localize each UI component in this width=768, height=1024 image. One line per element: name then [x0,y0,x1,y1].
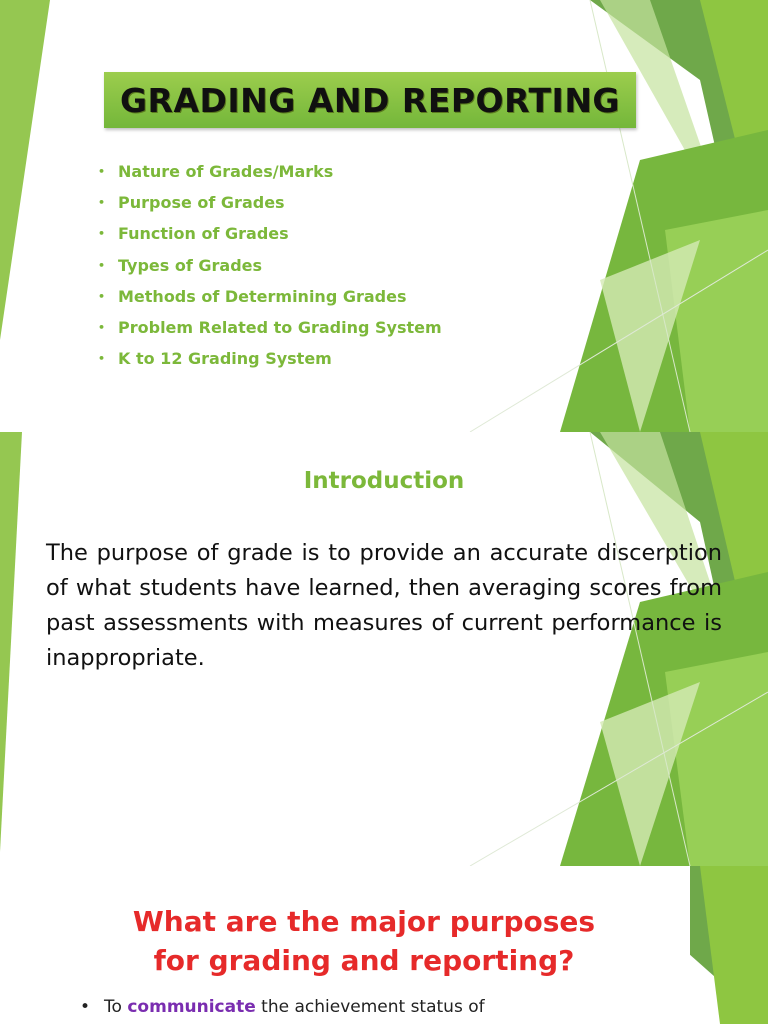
list-item: • Nature of Grades/Marks [98,162,334,182]
title-banner [104,72,636,128]
list-item: • Problem Related to Grading System [98,318,442,338]
slide-title: GRADING AND REPORTING [119,80,621,120]
slide-purposes [0,866,768,1024]
slide-introduction [0,432,768,866]
topic-list [98,156,442,374]
bullet-icon: • [98,289,106,303]
list-item: • Methods of Determining Grades [98,286,407,306]
highlight-word: communicate [127,997,256,1017]
slide-grading-topics [0,0,768,432]
bullet-icon: • [98,227,106,241]
question-panel [0,866,690,1024]
introduction-paragraph: The purpose of grade is to provide an accurate discerption of what students have learned, then averaging scores from past assessments with measures of current performance is inappropriate. [46,540,722,671]
bullet-icon: • [98,258,106,272]
list-item: • Types of Grades [98,255,263,275]
bullet-icon: • [98,196,106,210]
list-item: • Purpose of Grades [98,193,285,213]
purpose-bullet: • To communicate the achievement status of [80,997,485,1017]
bullet-icon: • [98,165,106,179]
question-heading: What are the major purposes for grading and reporting? [132,905,596,977]
list-item: • Function of Grades [98,224,289,244]
bullet-icon: • [80,997,91,1017]
bullet-icon: • [98,352,106,366]
bullet-icon: • [98,321,106,335]
introduction-heading: Introduction [303,468,465,494]
list-item: • K to 12 Grading System [98,349,332,369]
